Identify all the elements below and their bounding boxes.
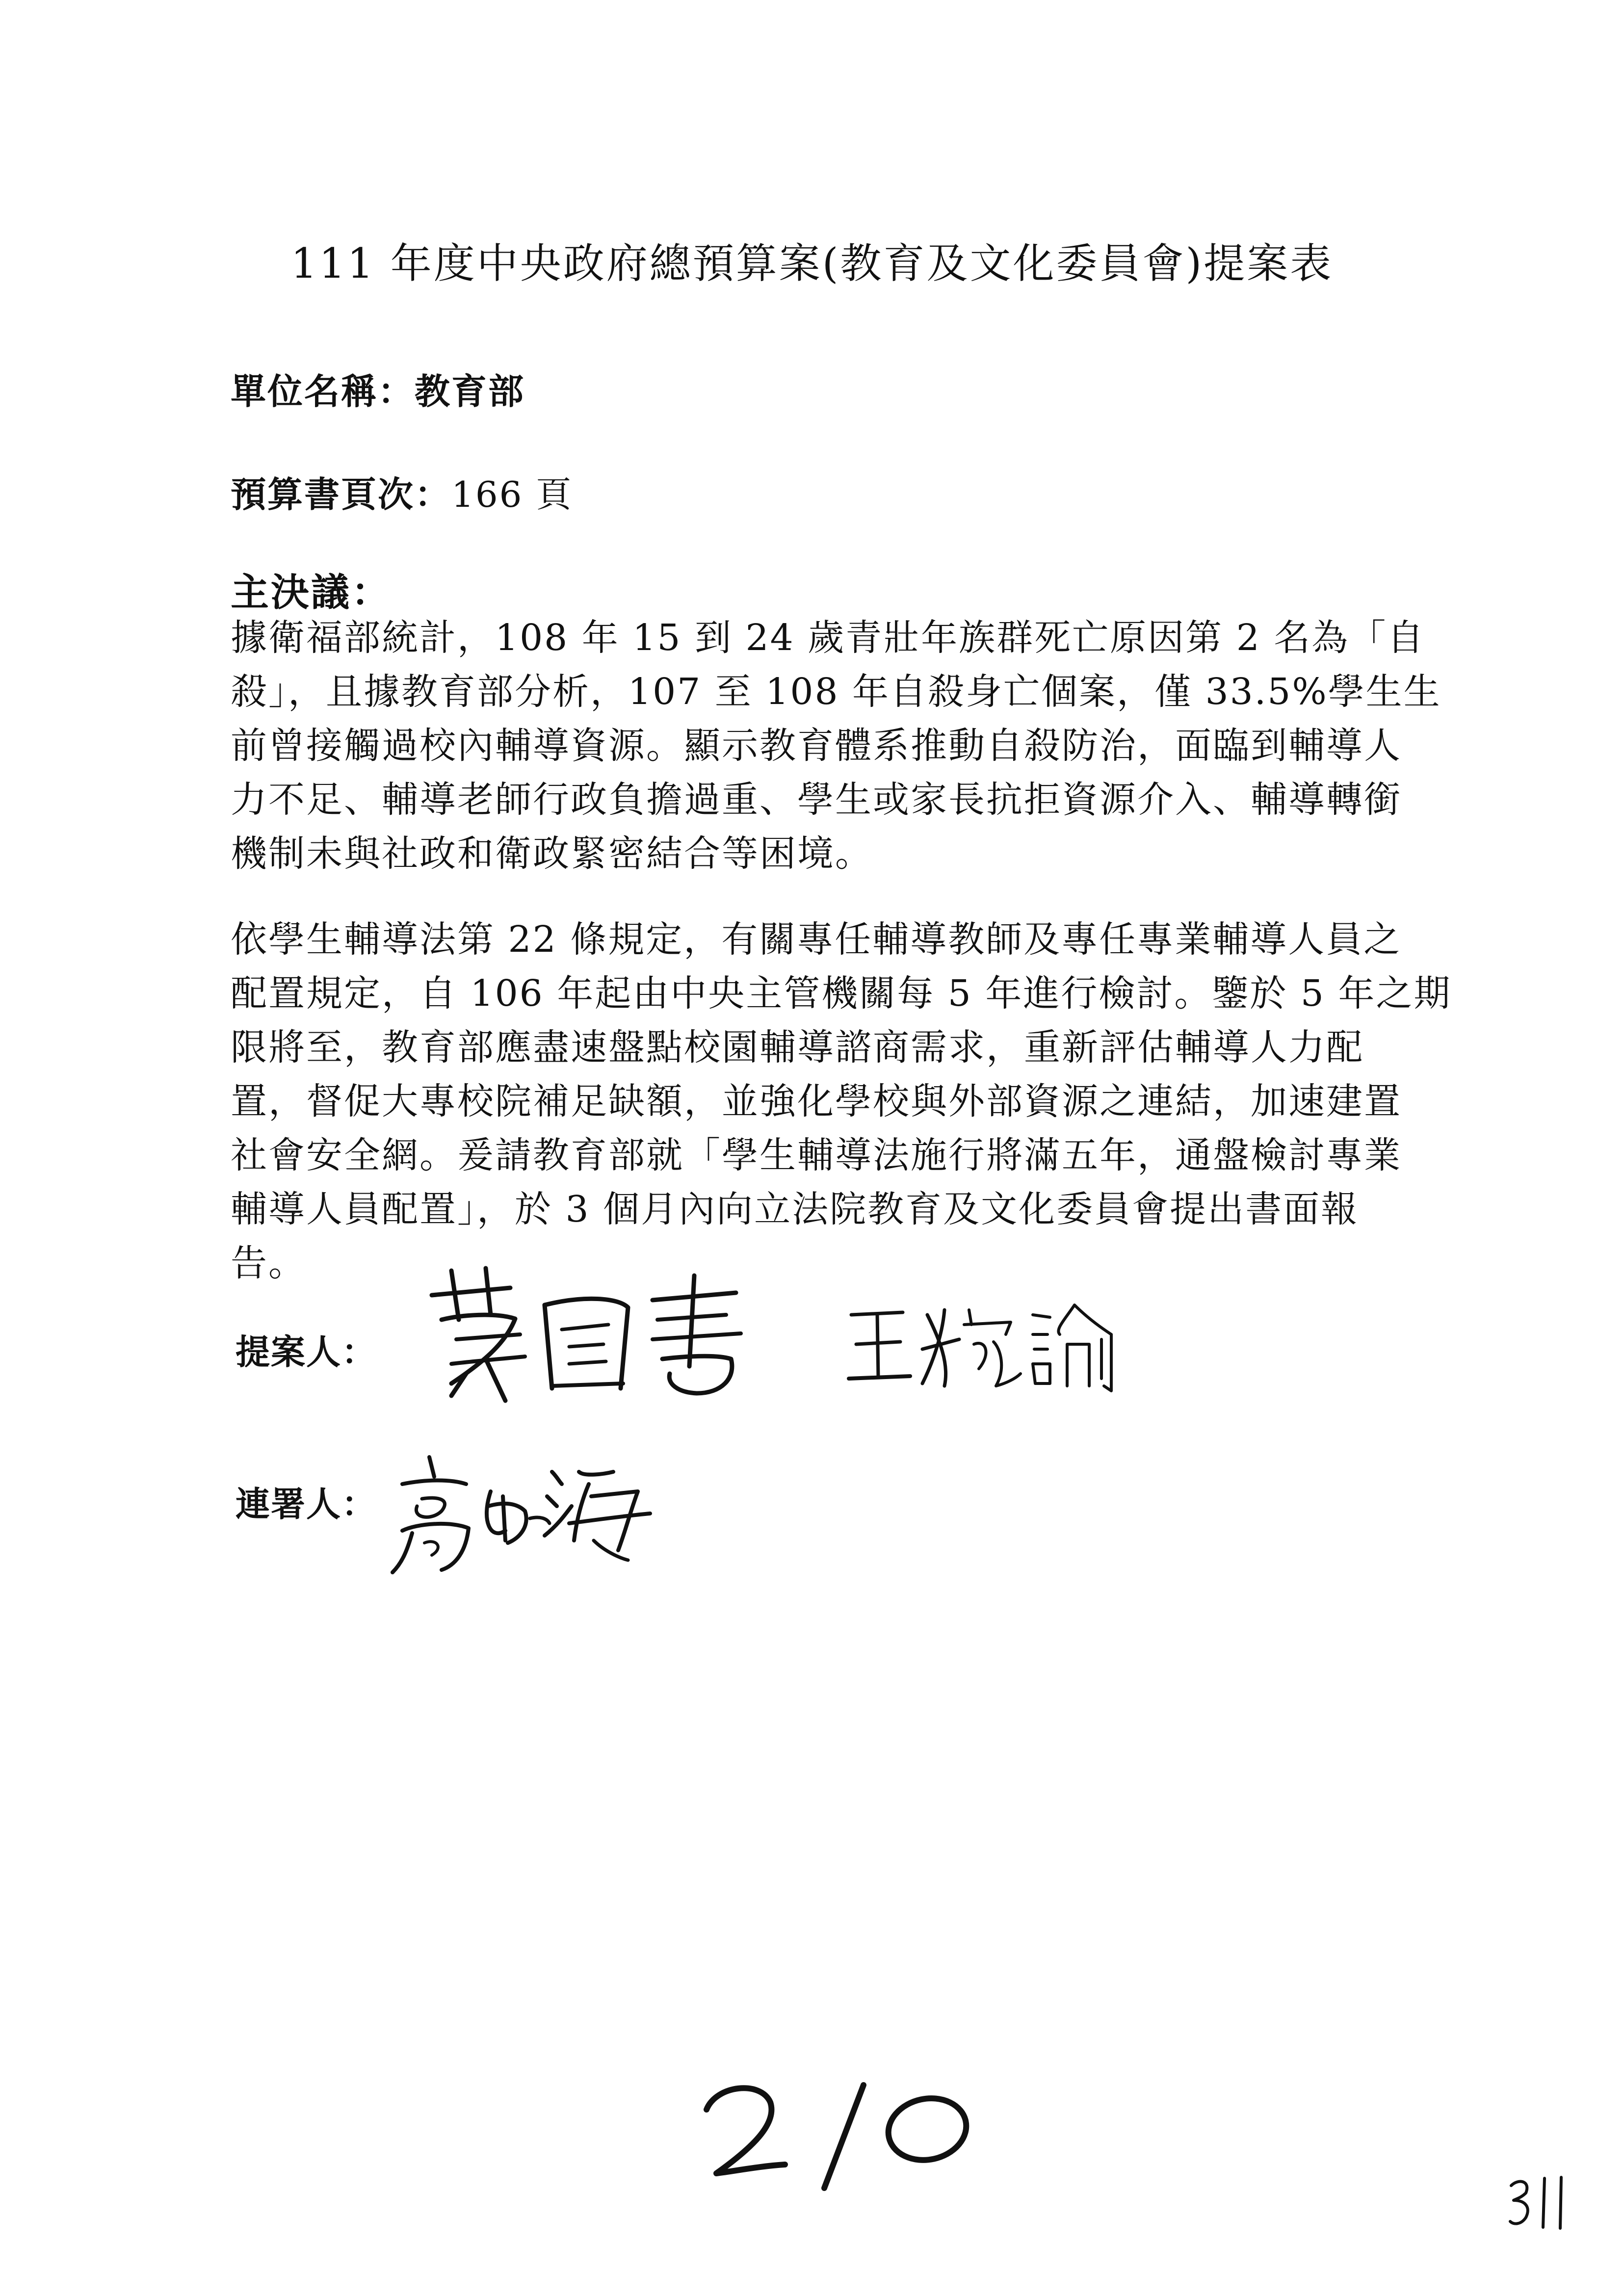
paragraph-line: 殺」，且據教育部分析，107 至 108 年自殺身亡個案，僅 33.5%學生生 [231, 671, 1441, 713]
paragraph-line: 機制未與社政和衛政緊密結合等困境。 [231, 833, 873, 875]
proposer-signature-2 [844, 1295, 1119, 1393]
unit-name-label: 單位名稱： [231, 371, 415, 412]
document-title: 111 年度中央政府總預算案(教育及文化委員會)提案表 [290, 239, 1334, 287]
paragraph-line: 前曾接觸過校內輔導資源。顯示教育體系推動自殺防治，面臨到輔導人 [231, 725, 1402, 767]
resolution-heading: 主決議： [231, 571, 392, 615]
paragraph-line: 力不足、輔導老師行政負擔過重、學生或家長抗拒資源介入、輔導轉銜 [231, 779, 1402, 821]
corner-page-number [1506, 2173, 1570, 2232]
paragraph-line: 據衛福部統計，108 年 15 到 24 歲青壯年族群死亡原因第 2 名為「自 [231, 617, 1425, 659]
paragraph-line: 配置規定，自 106 年起由中央主管機關每 5 年進行檢討。鑒於 5 年之期 [231, 972, 1452, 1015]
budget-page-value: 166 頁 [451, 474, 573, 515]
handwritten-page-number [697, 2075, 981, 2193]
budget-page-field [231, 466, 573, 517]
paragraph-line: 依學生輔導法第 22 條規定，有關專任輔導教師及專任專業輔導人員之 [231, 918, 1402, 961]
cosigner-signature [383, 1437, 657, 1580]
paragraph-line: 告。 [231, 1242, 306, 1284]
paragraph-line: 社會安全網。爰請教育部就「學生輔導法施行將滿五年，通盤檢討專業 [231, 1134, 1402, 1176]
unit-name-field [231, 363, 525, 414]
cosigner-label: 連署人： [236, 1484, 377, 1524]
paragraph-line: 輔導人員配置」，於 3 個月內向立法院教育及文化委員會提出書面報 [231, 1188, 1359, 1230]
paragraph-line: 限將至，教育部應盡速盤點校園輔導諮商需求，重新評估輔導人力配 [231, 1026, 1364, 1069]
proposer-signature-1 [422, 1261, 756, 1408]
paragraph-line: 置，督促大專校院補足缺額，並強化學校與外部資源之連結，加速建置 [231, 1080, 1402, 1122]
proposer-label: 提案人： [236, 1332, 377, 1372]
resolution-paragraph-1 [231, 611, 1441, 881]
unit-name-value: 教育部 [415, 371, 525, 412]
resolution-paragraph-2 [231, 913, 1452, 1290]
budget-page-label: 預算書頁次： [231, 474, 452, 515]
